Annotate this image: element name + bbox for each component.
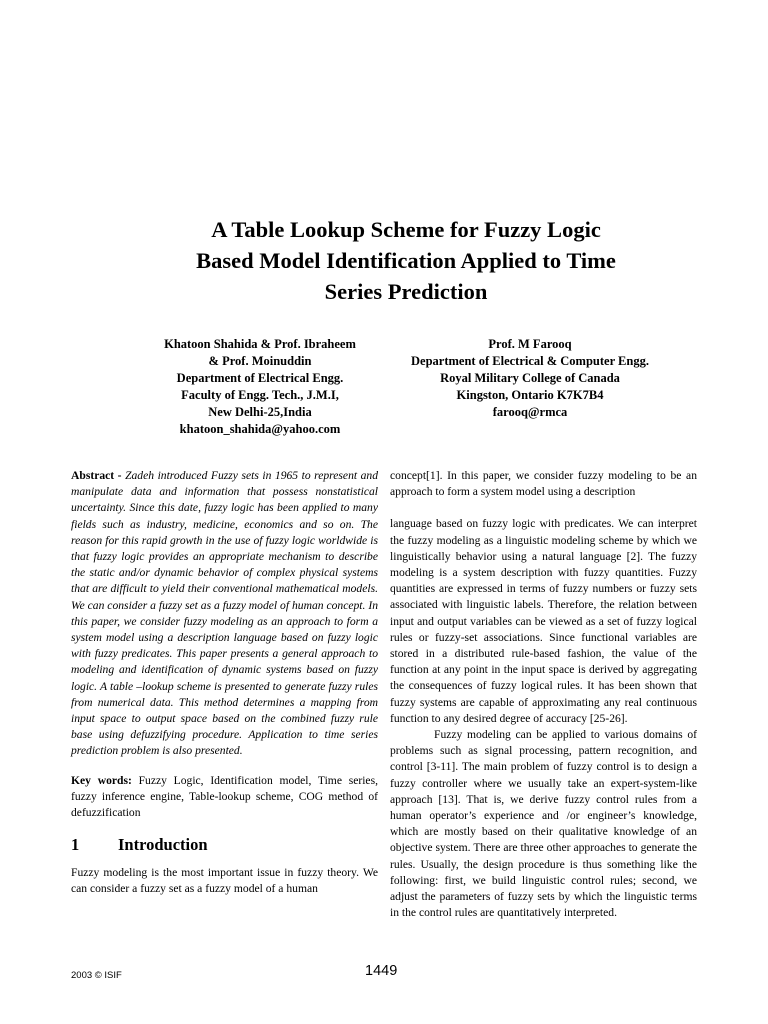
affiliation-line: New Delhi-25,India bbox=[208, 405, 312, 419]
title-line: A Table Lookup Scheme for Fuzzy Logic bbox=[211, 217, 601, 242]
author-email[interactable]: khatoon_shahida@yahoo.com bbox=[179, 422, 341, 436]
author-block-left bbox=[110, 336, 410, 438]
title-line: Series Prediction bbox=[324, 279, 488, 304]
keywords-text: Fuzzy Logic, Identification model, Time series, fuzzy inference engine, Table-lookup scheme, COG method of defuzzification bbox=[71, 773, 378, 820]
intro-paragraph: Fuzzy modeling can be applied to various domains of problems such as signal processing, pattern recognition, and control [3-11]. The main problem of fuzzy control is to design a fuzzy controller where we usually take an expert-system-like approach [13]. That is, we derive fuzzy control rules from a human operator’s experience and /or engineer’s knowledge, which are mostly based on their qualitative knowledge of an objective system. There are three other approaches to generate the rules. Usually, the design procedure is thus something like the following: first, we build linguistic control rules; second, we adjust the parameters of fuzzy sets by which the linguistic terms in the control rules are quantitatively interpreted. bbox=[390, 728, 697, 920]
keywords bbox=[71, 773, 378, 822]
affiliation-line: Kingston, Ontario K7K7B4 bbox=[456, 388, 604, 402]
author-email[interactable]: farooq@rmca bbox=[492, 405, 568, 419]
left-column bbox=[71, 468, 378, 898]
title-line: Based Model Identification Applied to Time bbox=[196, 248, 616, 273]
right-column bbox=[390, 468, 697, 921]
keywords-label: Key words: bbox=[71, 773, 132, 787]
author-line: Khatoon Shahida & Prof. Ibraheem bbox=[164, 337, 356, 351]
author-line: Prof. M Farooq bbox=[488, 337, 572, 351]
affiliation-line: Faculty of Engg. Tech., J.M.I, bbox=[181, 388, 339, 402]
page-number: 1449 bbox=[365, 963, 398, 979]
author-line: & Prof. Moinuddin bbox=[208, 354, 312, 368]
section-title: Introduction bbox=[118, 835, 208, 855]
abstract bbox=[71, 468, 378, 760]
paper-title bbox=[100, 214, 712, 307]
abstract-label: Abstract - bbox=[71, 469, 122, 482]
section-number: 1 bbox=[71, 835, 80, 855]
section-heading bbox=[71, 835, 378, 855]
intro-paragraph-continued: concept[1]. In this paper, we consider fuzzy modeling to be an approach to form a system model using a description bbox=[390, 469, 697, 499]
intro-paragraph: language based on fuzzy logic with predicates. We can interpret the fuzzy modeling as a linguistic modeling scheme by which we linguistically behavior using a natural language [2]. The fuzzy modeling is a system description with fuzzy quantities. Fuzzy quantities are expressed in terms of fuzzy numbers or fuzzy sets associated with linguistic labels. Therefore, the relation between input and output variables can be viewed as a set of fuzzy logical rules or fuzzy-set associations. Since functional variables are stored in a distributed rule-based fashion, the value of the function at any point in the input space is derived by aggregating the consequences of fuzzy logical rules. It has been shown that fuzzy systems are capable of approximating any real continuous function to any desired degree of accuracy [25-26]. bbox=[390, 517, 697, 725]
intro-paragraph-left: Fuzzy modeling is the most important issue in fuzzy theory. We can consider a fuzzy set as a fuzzy model of a human bbox=[71, 866, 378, 896]
abstract-text: Zadeh introduced Fuzzy sets in 1965 to represent and manipulate data and information that possess nonstatistical uncertainty. Since this date, fuzzy logic has been applied to many fields such as industry, medicine, economics and so on. The reason for this rapid growth in the use of fuzzy logic worldwide is that fuzzy logic provides an appropriate mechanism to describe the static and/or dynamic behavior of complex physical systems that are difficult to yield their conventional mathematical models. We can consider a fuzzy set as a fuzzy model of human concept. In this paper, we consider fuzzy modeling as an approach to form a system model using a description language based on fuzzy logic with fuzzy predicates. This paper presents a general approach to modeling and identification of dynamic systems based on fuzzy logic. A table –lookup scheme is presented to generate fuzzy rules from numerical data. This method determines a mapping from input space to output space based on the combined fuzzy rule base using defuzzifying procedure. Application to time series prediction problem is also presented. bbox=[71, 469, 379, 758]
author-block-right bbox=[380, 336, 680, 421]
copyright-footer: 2003 © ISIF bbox=[71, 970, 122, 981]
affiliation-line: Department of Electrical & Computer Engg. bbox=[411, 354, 649, 368]
affiliation-line: Department of Electrical Engg. bbox=[176, 371, 344, 385]
affiliation-line: Royal Military College of Canada bbox=[440, 371, 620, 385]
